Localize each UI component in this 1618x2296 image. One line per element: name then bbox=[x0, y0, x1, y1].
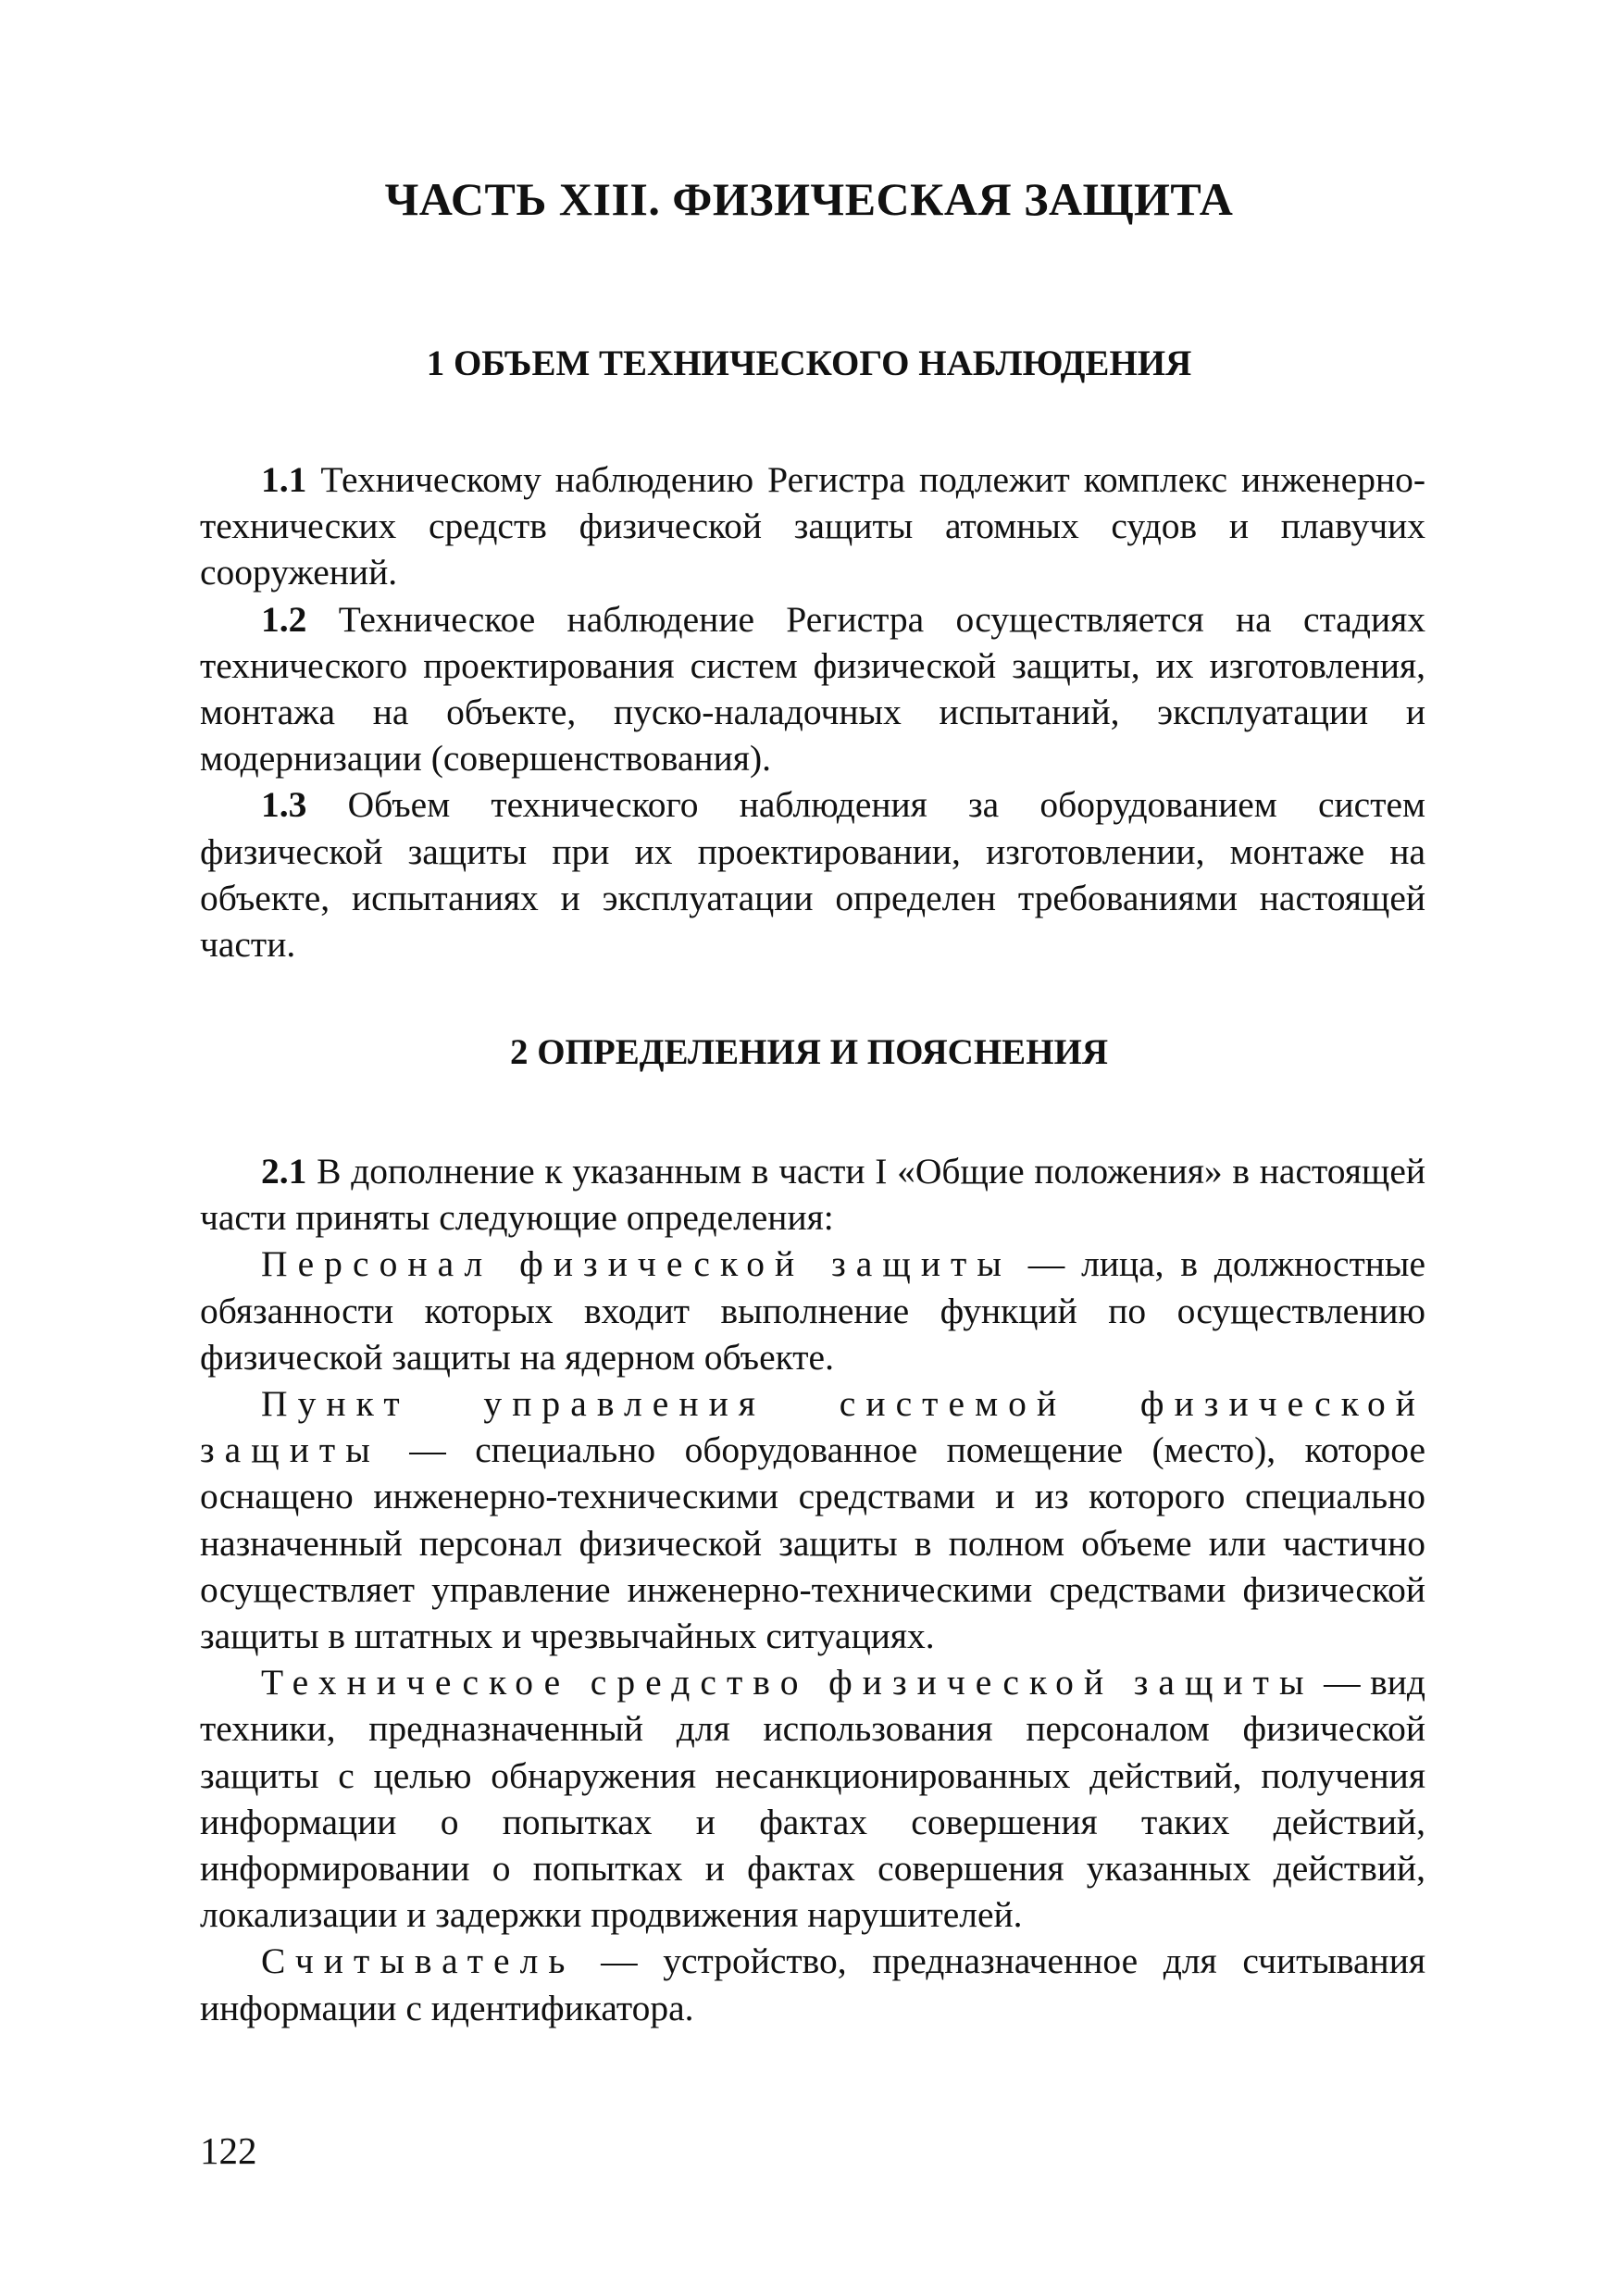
part-title: ЧАСТЬ XIII. ФИЗИЧЕСКАЯ ЗАЩИТА bbox=[384, 173, 1234, 225]
definition-text: — вид техники, предназначенный для использования персоналом физической защиты с целью обнаружения несанкционированных действий, получения информации о попытках и фактах совершения таких действий, информировании о попытках и фактах совершения указанных действий, локализации и задержки продвижения нарушителей. bbox=[200, 1662, 1426, 1936]
definition-technical-means bbox=[200, 1659, 1425, 1938]
paragraph-text: Объем технического наблюдения за оборудованием систем физической защиты при их проектировании, изготовлении, монтаже на объекте, испытаниях и эксплуатации определен требованиями настоящей части. bbox=[200, 784, 1425, 966]
section-1-body bbox=[200, 456, 1425, 967]
paragraph-text: В дополнение к указанным в части I «Общие положения» в настоящей части приняты следующие определения: bbox=[200, 1151, 1425, 1239]
paragraph-1-3 bbox=[200, 781, 1425, 967]
definition-term: Техническое средство физической защиты bbox=[261, 1662, 1314, 1703]
definition-reader bbox=[200, 1938, 1425, 2030]
section-2-body bbox=[200, 1148, 1425, 2031]
paragraph-number: 1.2 bbox=[261, 598, 307, 640]
definition-term: Считыватель bbox=[261, 1940, 576, 1982]
definition-text: — специально оборудованное помещение (место), которое оснащено инженерно-техническими средствами и из которого специально назначенный персонал физической защиты в полном объеме или частично осуществляет управление инженерно-техническими средствами физической защиты в штатных и чрезвычайных ситуациях. bbox=[200, 1429, 1426, 1657]
definition-term: Пункт управления системой физической защиты bbox=[200, 1383, 1425, 1471]
paragraph-number: 1.1 bbox=[261, 459, 307, 500]
paragraph-2-1 bbox=[200, 1148, 1425, 1241]
paragraph-1-1 bbox=[200, 456, 1425, 596]
section-2-title: 2 ОПРЕДЕЛЕНИЯ И ПОЯСНЕНИЯ bbox=[509, 1032, 1109, 1072]
paragraph-text: Техническому наблюдению Регистра подлежит комплекс инженерно-технических средств физической защиты атомных судов и плавучих сооружений. bbox=[200, 459, 1425, 593]
paragraph-number: 2.1 bbox=[261, 1151, 307, 1192]
section-1-title: 1 ОБЪЕМ ТЕХНИЧЕСКОГО НАБЛЮДЕНИЯ bbox=[426, 343, 1192, 383]
paragraph-text: Техническое наблюдение Регистра осуществляется на стадиях технического проектирования систем физической защиты, их изготовления, монтажа на объекте, пуско-наладочных испытаний, эксплуатации и модернизации (совершенствования). bbox=[200, 598, 1425, 780]
definition-text: — устройство, предназначенное для считывания информации с идентификатора. bbox=[200, 1940, 1426, 2028]
page-number: 122 bbox=[200, 2129, 257, 2172]
paragraph-1-2 bbox=[200, 596, 1425, 782]
paragraph-number: 1.3 bbox=[261, 784, 307, 826]
definition-text: — лица, в должностные обязанности которых входит выполнение функций по осуществлению физической защиты на ядерном объекте. bbox=[200, 1243, 1425, 1378]
definition-control-point bbox=[200, 1380, 1425, 1659]
definition-term: Персонал физической защиты bbox=[261, 1243, 1012, 1285]
definition-personnel bbox=[200, 1241, 1425, 1380]
